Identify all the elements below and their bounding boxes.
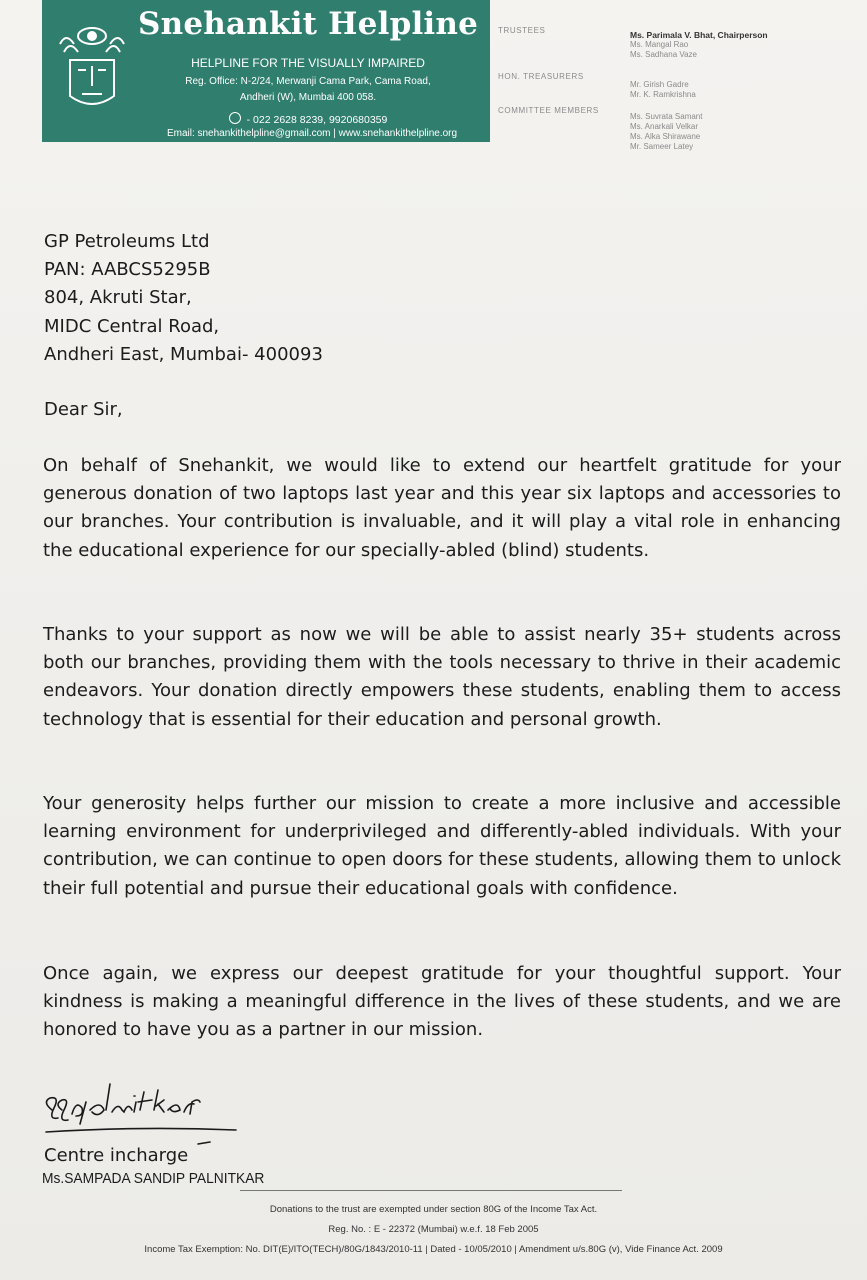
footer-line: Reg. No. : E - 22372 (Mumbai) w.e.f. 18 Feb 2005 bbox=[328, 1224, 539, 1235]
board-member: Ms. Sadhana Vaze bbox=[630, 50, 698, 59]
committee-list bbox=[630, 112, 702, 152]
phone-numbers: - 022 2628 8239, 9920680359 bbox=[246, 114, 388, 126]
registered-office bbox=[138, 74, 478, 106]
trustees-list bbox=[630, 30, 768, 60]
address-line: 804, Akruti Star, bbox=[44, 287, 192, 309]
address-line: PAN: AABCS5295B bbox=[44, 259, 211, 281]
address-line: MIDC Central Road, bbox=[44, 315, 220, 337]
address-line: GP Petroleums Ltd bbox=[44, 231, 210, 252]
footer-line: Donations to the trust are exempted under section 80G of the Income Tax Act. bbox=[269, 1204, 598, 1215]
board-member: Ms. Alka Shirawane bbox=[630, 132, 701, 141]
board-member: Mr. Sameer Latey bbox=[630, 142, 694, 151]
phone-line bbox=[138, 112, 478, 126]
recipient-address bbox=[44, 228, 544, 369]
treasurers-label: HON. TREASURERS bbox=[498, 72, 584, 81]
board-member: Ms. Suvrata Samant bbox=[630, 112, 703, 121]
letterhead-banner bbox=[42, 0, 490, 142]
trustees-label: TRUSTEES bbox=[498, 26, 546, 35]
board-members bbox=[498, 18, 858, 168]
body-paragraph: Your generosity helps further our mission to create a more inclusive and accessible learning environment for underprivileged and differently-abled individuals. With your contribution, we can continue to open doors for these students, allowing them to unlock their full potential and pursue their educational goals with confidence. bbox=[43, 793, 841, 899]
address-line: Andheri East, Mumbai- 400093 bbox=[44, 343, 323, 365]
board-member: Mr. Girish Gadre bbox=[630, 80, 689, 89]
hands-and-eye-logo-icon bbox=[56, 14, 128, 114]
reg-office-line: Andheri (W), Mumbai 400 058. bbox=[239, 92, 377, 103]
body-paragraph: On behalf of Snehankit, we would like to extend our heartfelt gratitude for your generous donation of two laptops last year and this year six laptops and accessories to our branches. Your contribution is invaluable, and it will play a vital role in enhancing the educational experience for our specially-abled (blind) students. bbox=[43, 455, 841, 561]
signatory-name: Ms.SAMPADA SANDIP PALNITKAR bbox=[42, 1170, 265, 1187]
contact-line: Email: snehankithelpline@gmail.com | www.snehankithelpline.org bbox=[166, 128, 458, 139]
footer-divider bbox=[240, 1190, 622, 1191]
treasurers-list bbox=[630, 80, 696, 100]
board-member: Ms. Mangal Rao bbox=[630, 40, 689, 49]
board-member: Ms. Parimala V. Bhat, Chairperson bbox=[630, 30, 768, 40]
org-tagline: HELPLINE FOR THE VISUALLY IMPAIRED bbox=[191, 56, 425, 70]
body-paragraph: Once again, we express our deepest gratitude for your thoughtful support. Your kindness is making a meaningful difference in the lives of these students, and we are honored to have you as a partner in our mission. bbox=[43, 963, 841, 1041]
phone-icon bbox=[229, 112, 241, 124]
footer bbox=[40, 1200, 827, 1260]
signatory-role: Centre incharge bbox=[44, 1145, 189, 1166]
board-member: Ms. Anarkali Velkar bbox=[630, 122, 699, 131]
footer-line: Income Tax Exemption: No. DIT(E)/ITO(TECH)/80G/1843/2010-11 | Dated - 10/05/2010 | Amendment u/s.80G (v), Vide Finance Act. 2009 bbox=[144, 1244, 723, 1255]
handwritten-signature bbox=[40, 1080, 240, 1150]
body-paragraph: Thanks to your support as now we will be able to assist nearly 35+ students across both our branches, providing them with the tools necessary to thrive in their academic endeavors. Your donation directly empowers these students, enabling them to access technology that is essential for their education and personal growth. bbox=[43, 624, 841, 730]
org-name: Snehankit Helpline bbox=[138, 6, 479, 42]
reg-office-line: Reg. Office: N-2/24, Merwanji Cama Park, Cama Road, bbox=[185, 76, 431, 87]
salutation: Dear Sir, bbox=[44, 399, 123, 420]
committee-label: COMMITTEE MEMBERS bbox=[498, 106, 599, 115]
board-member: Mr. K. Ramkrishna bbox=[630, 90, 696, 99]
